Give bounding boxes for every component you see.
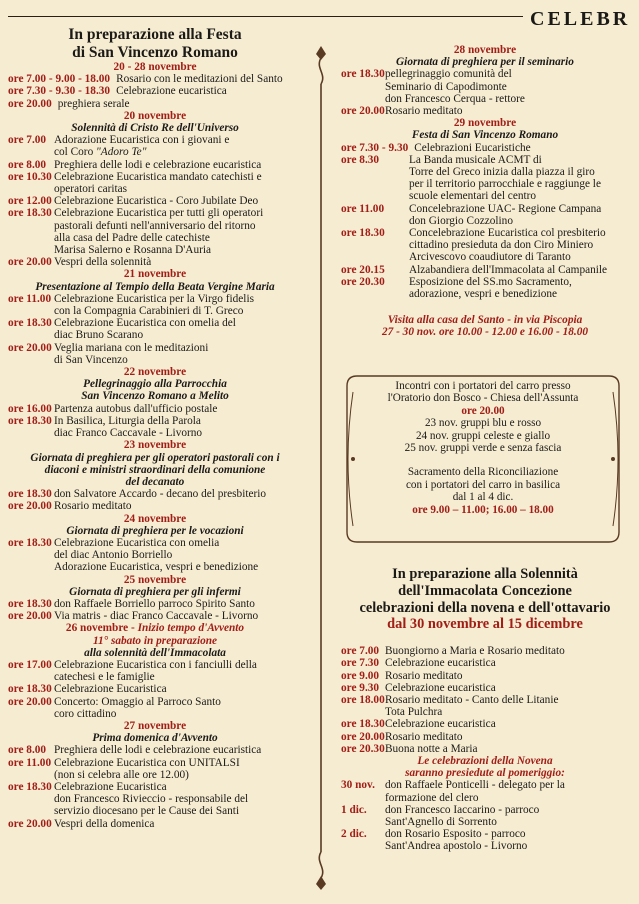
day-header: 29 novembre — [453, 117, 517, 130]
schedule-row: ore 11.00 Celebrazione Eucaristica con UNITALSI (non si celebra alle ore 12.00) — [8, 756, 240, 781]
left-title-2: di San Vincenzo Romano — [72, 43, 238, 61]
schedule-row: ore 20.00 Rosario meditato — [8, 500, 132, 513]
schedule-row: ore 18.30 Celebrazione Eucaristica don Francesco Rivieccio - responsabile del servizio diocesano per le Cause dei Santi — [8, 780, 249, 818]
novena-row: ore 7.30 Celebrazione eucaristica — [341, 657, 496, 670]
left-column — [8, 0, 302, 830]
visit-notice: Visita alla casa del Santo - in via Piscopia — [387, 314, 583, 327]
intro-row: ore 7.00 - 9.00 - 18.00 Rosario con le meditazioni del Santo — [8, 73, 283, 86]
schedule-row: ore 7.30 - 9.30 Celebrazioni Eucaristiche — [341, 141, 531, 154]
schedule-row: ore 18.30 Celebrazione Eucaristica — [8, 683, 167, 696]
schedule-row: ore 7.00 Adorazione Eucaristica con i giovani e col Coro "Adoro Te" — [8, 134, 230, 159]
presider-row: 30 nov. don Raffaele Ponticelli - delegato per la formazione del clero — [341, 779, 565, 804]
day-subtitle: San Vincenzo Romano a Melito — [81, 390, 229, 403]
schedule-row: ore 11.00 Concelebrazione UAC- Regione Campana don Giorgio Cozzolino — [341, 202, 602, 227]
day-subtitle: diaconi e ministri straordinari della comunione — [44, 463, 266, 476]
novena-row: ore 20.00 Rosario meditato — [341, 730, 463, 743]
novena-title-1: In preparazione alla Solennità — [392, 566, 578, 582]
schedule-row: ore 20.00 Concerto: Omaggio al Parroco Santo coro cittadino — [8, 695, 221, 720]
schedule-row: ore 8.30 La Banda musicale ACMT di Torre del Greco inizia dalla piazza il giro per il territorio parrocchiale e raggiunge le scuole elementari del centro — [341, 153, 601, 203]
presider-row: 2 dic. don Rosario Esposito - parroco Sant'Andrea apostolo - Livorno — [341, 828, 528, 853]
day-subtitle: Presentazione al Tempio della Beata Vergine Maria — [35, 280, 275, 293]
schedule-row: ore 12.00 Celebrazione Eucaristica - Coro Jubilate Deo — [8, 195, 259, 208]
day-subtitle: Prima domenica d'Avvento — [92, 732, 218, 745]
intro-row: ore 20.00 preghiera serale — [8, 97, 130, 110]
schedule-row: ore 18.30 Concelebrazione Eucaristica col presbiterio cittadino presieduta da don Ciro Miniero Arcivescovo coaudiutore di Taranto — [341, 227, 606, 264]
schedule-row: ore 18.30 Celebrazione Eucaristica con omelia del diac Bruno Scarano — [8, 317, 236, 342]
schedule-row: ore 18.30 don Salvatore Accardo - decano del presbiterio — [8, 488, 267, 501]
schedule-row: ore 20.00 Vespri della domenica — [8, 817, 155, 830]
schedule-row: ore 16.00 Partenza autobus dall'ufficio postale — [8, 402, 218, 415]
novena-title-2: dell'Immacolata Concezione — [398, 582, 572, 599]
day-header: 25 novembre — [123, 573, 187, 586]
novena-row: ore 7.00 Buongiorno a Maria e Rosario meditato — [341, 645, 565, 658]
novena-row: ore 9.00 Rosario meditato — [341, 669, 463, 682]
date-range: 20 - 28 novembre — [113, 61, 197, 73]
schedule-row: ore 18.30 In Basilica, Liturgia della Parola diac Franco Caccavale - Livorno — [8, 414, 203, 440]
schedule-row: ore 10.30 Celebrazione Eucaristica mandato catechisti e operatori caritas — [8, 170, 262, 196]
novena-row: ore 18.00 Rosario meditato - Canto delle Litanie Tota Pulchra — [341, 694, 559, 719]
presiders-subheading: saranno presiedute al pomeriggio: — [405, 767, 565, 780]
schedule-row: ore 8.00 Preghiera delle lodi e celebrazione eucaristica — [8, 744, 262, 757]
day-header: 21 novembre — [123, 268, 187, 281]
presider-row: 1 dic. don Francesco Iaccarino - parroco Sant'Agnello di Sorrento — [341, 803, 540, 829]
novena-dates: dal 30 novembre al 15 dicembre — [387, 616, 583, 633]
schedule-row: ore 20.00 Rosario meditato — [341, 105, 463, 118]
day-header: 23 novembre — [123, 439, 187, 452]
schedule-row: ore 18.30 Celebrazione Eucaristica per tutti gli operatori pastorali defunti nell'anniversario del ritorno alla casa del Padre delle catechiste Marisa Salerno e Rosanna D'Auria — [8, 207, 264, 257]
day-header: 24 novembre — [123, 512, 187, 525]
schedule-row: ore 20.30 Esposizione del SS.mo Sacramento, adorazione, vespri e benedizione — [341, 275, 572, 301]
day-subtitle: Giornata di preghiera per il seminario — [396, 56, 574, 69]
day-header: 26 novembre - Inizio tempo d'Avvento — [65, 622, 245, 635]
presiders-heading: Le celebrazioni della Novena — [417, 755, 553, 768]
schedule-row: ore 17.00 Celebrazione Eucaristica con i fanciulli della catechesi e le famiglie — [8, 658, 257, 684]
schedule-row: ore 11.00 Celebrazione Eucaristica per la Virgo fidelis con la Compagnia Carabinieri di T. Greco — [8, 292, 254, 318]
day-subtitle: Giornata di preghiera per gli operatori pastorali con i — [30, 451, 280, 464]
novena-title-3: celebrazioni della novena e dell'ottavario — [359, 599, 611, 616]
day-header: 27 novembre — [123, 719, 187, 732]
schedule-row: ore 20.15 Alzabandiera dell'Immacolata al Campanile — [341, 263, 608, 276]
day-subtitle: Giornata di preghiera per gli infermi — [69, 585, 241, 598]
schedule-row: ore 18.30 Celebrazione Eucaristica con omelia del diac Antonio Borriello Adorazione Eucaristica, vespri e benedizione — [8, 536, 259, 574]
day-header: 20 novembre — [123, 109, 187, 122]
left-title-1: In preparazione alla Festa — [68, 26, 242, 43]
right-column — [341, 0, 629, 339]
visit-hours: 27 - 30 nov. ore 10.00 - 12.00 e 16.00 - 18.00 — [381, 326, 589, 339]
schedule-row: ore 20.00 Veglia mariana con le meditazioni di San Vincenzo — [8, 341, 209, 366]
day-subtitle: Festa di San Vincenzo Romano — [411, 129, 559, 142]
day-subtitle: Giornata di preghiera per le vocazioni — [66, 524, 244, 537]
box-text: Incontri con i portatori del carro presso l'Oratorio don Bosco - Chiesa dell'Assunta ore 20.00 23 nov. gruppi blu e rosso 24 nov. gruppi celeste e giallo 25 nov. gruppi verde e senza fascia Sacramento della Riconciliazione con i portatori del carro in basilica dal 1 al 4 dic. ore 9.00 – 11.00; 16.00 – 18.00 — [387, 380, 579, 516]
day-subtitle: 11° sabato in preparazione — [92, 634, 218, 647]
ornamental-divider — [312, 44, 330, 892]
schedule-row: ore 8.00 Preghiera delle lodi e celebrazione eucaristica — [8, 158, 262, 171]
day-header: 22 novembre — [123, 366, 187, 379]
day-subtitle: del decanato — [125, 475, 185, 488]
novena-section — [341, 566, 629, 853]
day-subtitle: Solennità di Cristo Re dell'Universo — [71, 122, 239, 135]
novena-row: ore 18.30 Celebrazione eucaristica — [341, 718, 496, 731]
novena-row: ore 20.30 Buona notte a Maria — [341, 742, 478, 755]
schedule-row: ore 20.00 Via matris - diac Franco Caccavale - Livorno — [8, 610, 259, 623]
day-subtitle: alla solennità dell'Immacolata — [84, 646, 226, 659]
banner-title: CELEBR — [530, 8, 631, 30]
day-subtitle: Pellegrinaggio alla Parrocchia — [83, 378, 227, 391]
carriers-box — [343, 372, 623, 546]
schedule-row: ore 18.30 pellegrinaggio comunità del Seminario di Capodimonte don Francesco Cerqua - rettore — [341, 68, 525, 105]
novena-row: ore 9.30 Celebrazione eucaristica — [341, 681, 496, 694]
schedule-row: ore 20.00 Vespri della solennità — [8, 256, 152, 269]
day-header: 28 novembre — [453, 44, 517, 56]
intro-row: ore 7.30 - 9.30 - 18.30 Celebrazione eucaristica — [8, 85, 227, 98]
schedule-row: ore 18.30 don Raffaele Borriello parroco Spirito Santo — [8, 597, 255, 610]
